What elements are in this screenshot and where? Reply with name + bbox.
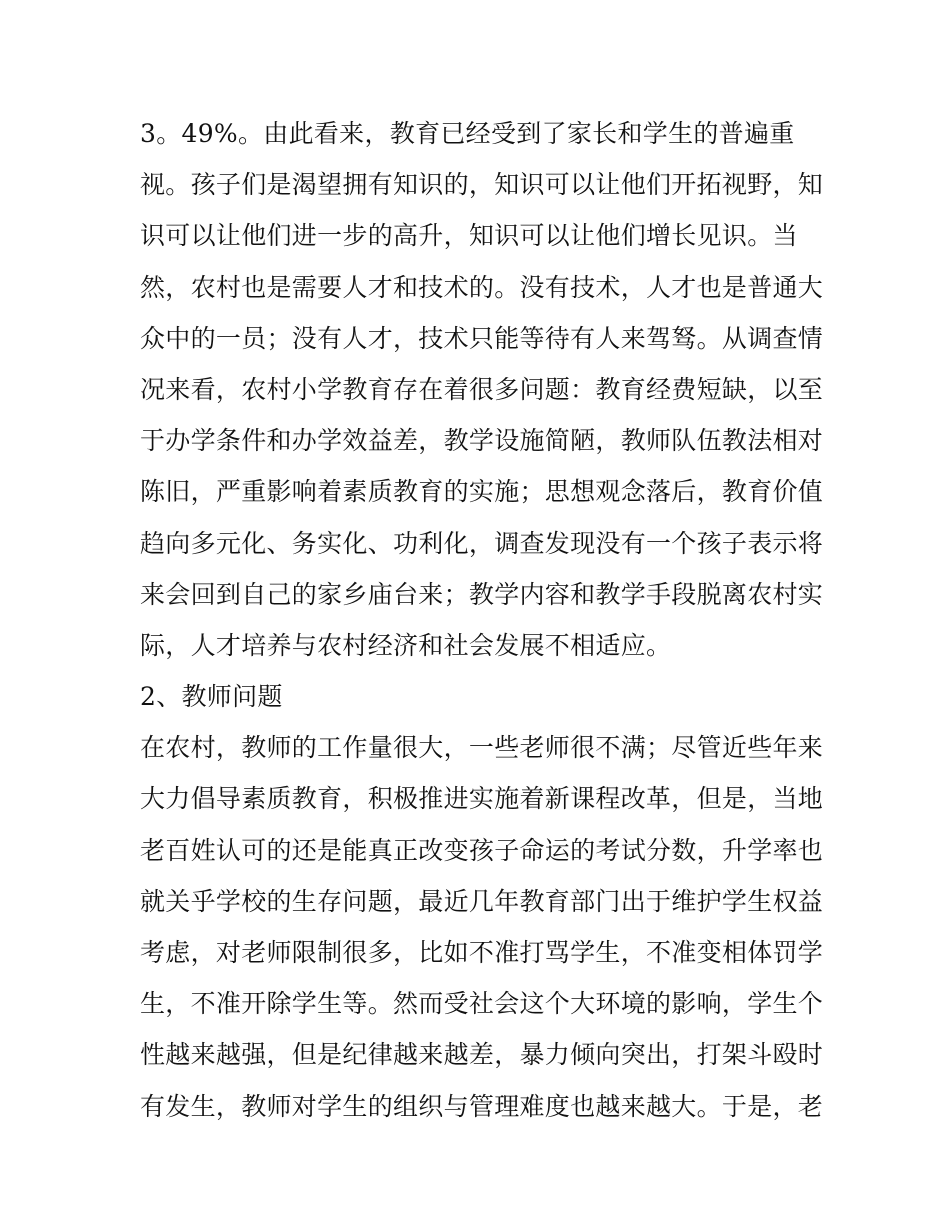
paragraph-line: 就关乎学校的生存问题，最近几年教育部门出于维护学生权益 bbox=[140, 886, 824, 916]
paragraph-line: 老百姓认可的还是能真正改变孩子命运的考试分数，升学率也 bbox=[140, 835, 824, 865]
section-heading: 2、教师问题 bbox=[140, 682, 283, 712]
paragraph-line: 考虑，对老师限制很多，比如不准打骂学生，不准变相体罚学 bbox=[140, 938, 824, 967]
paragraph-line: 生，不准开除学生等。然而受社会这个大环境的影响，学生个 bbox=[140, 989, 824, 1019]
paragraph-line: 视。孩子们是渴望拥有知识的，知识可以让他们开拓视野，知 bbox=[140, 170, 824, 200]
paragraph-line: 来会回到自己的家乡庙台来；教学内容和教学手段脱离农村实 bbox=[140, 579, 824, 609]
paragraph-line: 际，人才培养与农村经济和社会发展不相适应。 bbox=[140, 630, 672, 660]
paragraph-line: 陈旧，严重影响着素质教育的实施；思想观念落后，教育价值 bbox=[140, 477, 824, 507]
text-body bbox=[140, 108, 824, 1132]
paragraph-line: 大力倡导素质教育，积极推进实施着新课程改革，但是，当地 bbox=[140, 784, 824, 814]
paragraph-line: 然，农村也是需要人才和技术的。没有技术，人才也是普通大 bbox=[140, 272, 824, 302]
paragraph-line: 3。49%。由此看来，教育已经受到了家长和学生的普遍重 bbox=[140, 119, 795, 148]
paragraph-line: 况来看，农村小学教育存在着很多问题：教育经费短缺，以至 bbox=[140, 374, 824, 404]
paragraph-line: 众中的一员；没有人才，技术只能等待有人来驾驽。从调查情 bbox=[140, 323, 824, 353]
paragraph-line: 在农村，教师的工作量很大，一些老师很不满；尽管近些年来 bbox=[140, 733, 824, 763]
paragraph-line: 于办学条件和办学效益差，教学设施简陋，教师队伍教法相对 bbox=[140, 426, 824, 456]
paragraph-line: 性越来越强，但是纪律越来越差，暴力倾向突出，打架斗殴时 bbox=[140, 1040, 824, 1070]
paragraph-line: 趋向多元化、务实化、功利化，调查发现没有一个孩子表示将 bbox=[140, 528, 824, 558]
paragraph-line: 识可以让他们进一步的高升，知识可以让他们增长见识。当 bbox=[140, 221, 798, 251]
paragraph-line: 有发生，教师对学生的组织与管理难度也越来越大。于是，老 bbox=[140, 1091, 824, 1121]
